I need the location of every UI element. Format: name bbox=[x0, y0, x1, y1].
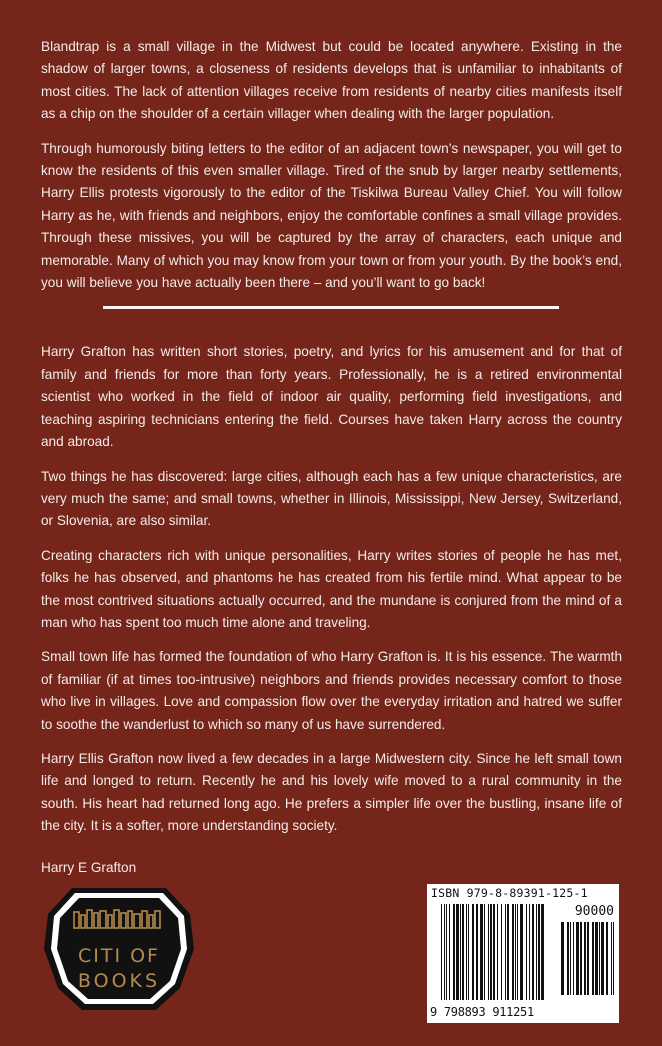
logo-text-line2: BOOKS bbox=[77, 969, 161, 992]
bio-paragraph-1: Harry Grafton has written short stories, poetry, and lyrics for his amusement and for that of family and friends for more than forty years. Professionally, he is a retired environmental scientist who worked in the field of indoor air quality, performing field investigations, and teaching aspiring technicians entering the field. Courses have taken Harry across the country and abroad. bbox=[41, 344, 622, 450]
barcode-bar bbox=[580, 922, 582, 995]
barcode-bar bbox=[606, 922, 608, 995]
barcode-bar bbox=[611, 922, 612, 995]
barcode-bar bbox=[592, 922, 594, 995]
divider bbox=[103, 306, 559, 309]
barcode-bar bbox=[449, 904, 450, 1000]
barcode-bar bbox=[462, 904, 464, 1000]
barcode-bar bbox=[493, 904, 495, 1000]
logo-text-line1: CITI OF bbox=[77, 944, 161, 967]
barcode-bar bbox=[484, 904, 485, 1000]
barcode-bar bbox=[576, 922, 579, 995]
barcode-bar bbox=[515, 904, 516, 1000]
publisher-logo bbox=[44, 884, 194, 1014]
barcode-bar bbox=[532, 904, 534, 1000]
barcode-bar bbox=[520, 904, 523, 1000]
barcode-bar bbox=[507, 904, 509, 1000]
barcode-bar bbox=[490, 904, 492, 1000]
isbn-barcode bbox=[427, 884, 619, 1023]
barcode-bar bbox=[460, 904, 461, 1000]
barcode-bar bbox=[446, 904, 447, 1000]
ean-number: 9 798893 911251 bbox=[430, 1004, 534, 1019]
barcode-bar bbox=[541, 904, 544, 1000]
barcode-bar bbox=[570, 922, 571, 995]
barcode-bar bbox=[505, 904, 506, 1000]
barcode-bar bbox=[529, 904, 530, 1000]
bio-paragraph-4: Small town life has formed the foundation of who Harry Grafton is. It is his essence. The warmth of familiar (if at times too-intrusive) neighbors and friends provides necessary comfort to those who live in villages. Love and compassion flow over the everyday irritation and hatred we suffer to soothe the wanderlust to which so many of us have surrendered. bbox=[41, 649, 622, 732]
barcode-bar bbox=[536, 904, 537, 1000]
barcode-bar bbox=[526, 904, 527, 1000]
barcode-bar bbox=[453, 904, 455, 1000]
barcode-bar bbox=[599, 922, 600, 995]
barcode-bar bbox=[444, 904, 445, 1000]
barcode-bar bbox=[587, 922, 589, 995]
barcode-bar bbox=[517, 904, 518, 1000]
price-addon-code: 90000 bbox=[574, 903, 614, 919]
bio-paragraph-3: Creating characters rich with unique personalities, Harry writes stories of people he has met, folks he has observed, and phantoms he has created from his fertile mind. What appear to be the most contrived situations actually occurred, and the mundane is conjured from the mind of a man who has spent too much time alone and traveling. bbox=[41, 547, 622, 630]
barcode-bar bbox=[476, 904, 478, 1000]
barcode-bar bbox=[488, 904, 489, 1000]
barcode-bar bbox=[561, 922, 564, 995]
barcode-bar bbox=[501, 904, 502, 1000]
isbn-text: ISBN 979-8-89391-125-1 bbox=[431, 885, 588, 900]
barcode-bar bbox=[441, 904, 442, 1000]
barcode-bar bbox=[497, 904, 498, 1000]
barcode-bar bbox=[456, 904, 459, 1000]
barcode-bar bbox=[512, 904, 514, 1000]
barcode-bar bbox=[573, 922, 574, 995]
bio-paragraph-2: Two things he has discovered: large cities, although each has a few unique characteristics, are very much the same; and small towns, whether in Illinois, Mississippi, New Jersey, Switzerland, or Slovenia, are also similar. bbox=[41, 468, 622, 529]
bio-paragraph-5: Harry Ellis Grafton now lived a few decades in a large Midwestern city. Since he left small town life and longed to return. Recently he and his lovely wife moved to a rural community in the south. His heart had returned long ago. He prefers a simpler life over the bustling, insane life of the city. It is a softer, more understanding society. bbox=[41, 750, 622, 834]
barcode-bar bbox=[468, 904, 469, 1000]
barcode-bar bbox=[567, 922, 569, 995]
blurb-paragraph-2: Through humorously biting letters to the editor of an adjacent town’s newspaper, you will get to know the residents of this even smaller village. Tired of the snub by larger nearby settlements, Harry Ellis protests vigorously to the editor of the Tiskilwa Bureau Valley Chief. You will follow Harry as he, with friends and neighbors, enjoy the comfortable confines a small village provides. Through these missives, you will be captured by the array of characters, each unique and memorable. Many of which you may know from your town or from your youth. By the book’s end, you will believe you have actually been there – and you’ll want to go back! bbox=[41, 140, 622, 291]
barcode-bar bbox=[584, 922, 586, 995]
barcode-bar bbox=[538, 904, 540, 1000]
barcode-bar bbox=[472, 904, 474, 1000]
barcode-bar bbox=[595, 922, 598, 995]
bottom-section bbox=[41, 884, 622, 1034]
blurb-paragraph-1: Blandtrap is a small village in the Midwest but could be located anywhere. Existing in the shadow of larger towns, a closeness of residents develops that is unfamiliar to inhabitants of most cities. The lack of attention villages receive from residents of nearby cities manifests itself as a chip on the shoulder of a certain villager when dealing with the larger population. bbox=[41, 39, 622, 122]
barcode-bar bbox=[601, 922, 604, 995]
barcode-bar bbox=[466, 904, 467, 1000]
barcode-bar bbox=[613, 922, 614, 995]
barcode-bar bbox=[480, 904, 483, 1000]
author-signature: Harry E Grafton bbox=[41, 859, 137, 875]
